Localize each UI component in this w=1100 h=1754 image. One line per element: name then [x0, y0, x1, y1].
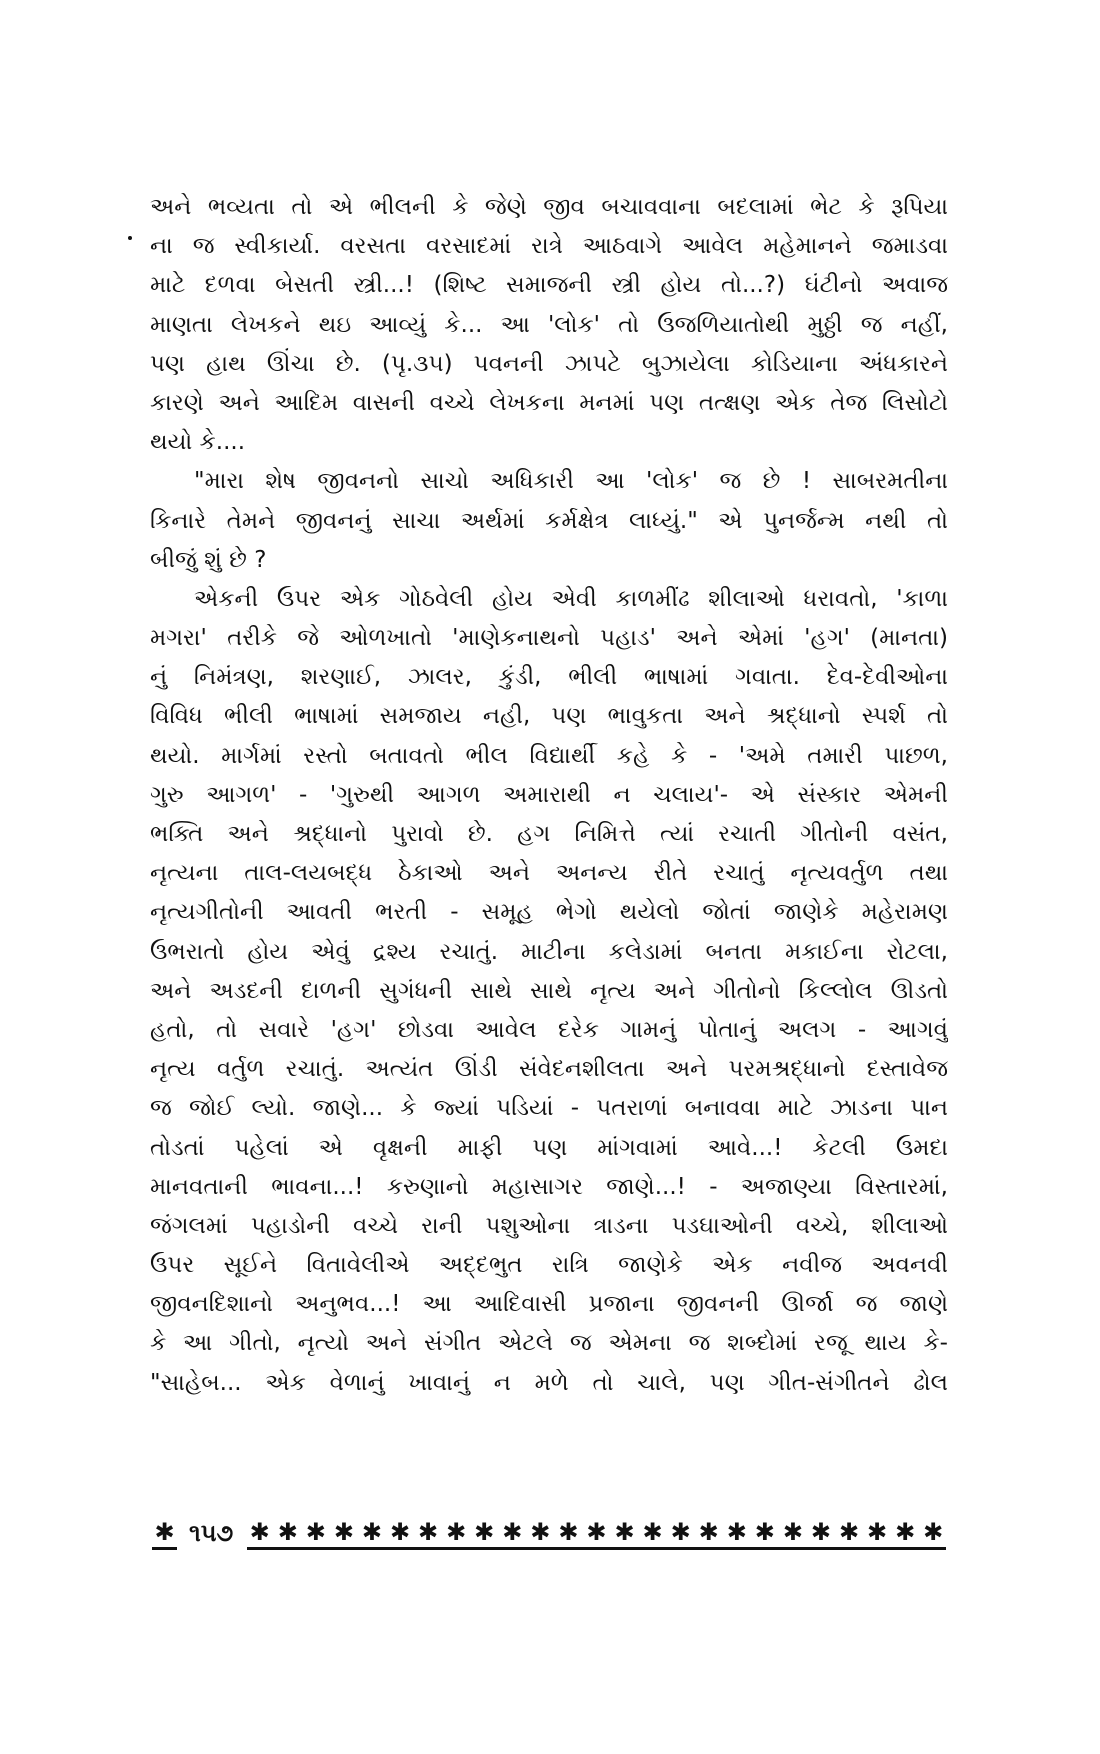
text-line: બીજું શું છે ?	[150, 546, 267, 573]
text-line: પણ હાથ ઊંચા છે. (પૃ.૩૫) પવનની ઝાપટે બુઝાયેલા કોડિયાના અંધકારને	[150, 350, 948, 377]
text-line: ગુરુ આગળ' - 'ગુરુથી આગળ અમારાથી ન ચલાય'- એ સંસ્કાર એમની	[150, 781, 948, 808]
text-line: અને અડદની દાળની સુગંધની સાથે સાથે નૃત્ય અને ગીતોનો કિલ્લોલ ઊડતો	[150, 977, 948, 1004]
asterisk-ornament-icon: ✱	[474, 1517, 495, 1546]
asterisk-ornament-icon: ✱	[923, 1517, 944, 1546]
asterisk-ornament-icon: ✱	[152, 1517, 177, 1550]
text-line: માનવતાની ભાવના...! કરુણાનો મહાસાગર જાણે...! - અજાણ્યા વિસ્તારમાં,	[150, 1173, 948, 1200]
text-line: કારણે અને આદિમ વાસની વચ્ચે લેખકના મનમાં પણ તત્ક્ષણ એક તેજ લિસોટો	[150, 389, 948, 416]
asterisk-ornament-icon: ✱	[586, 1517, 607, 1546]
asterisk-ornament-icon: ✱	[558, 1517, 579, 1546]
asterisk-ornament-icon: ✱	[726, 1517, 747, 1546]
text-line: જ જોઈ લ્યો. જાણે... કે જ્યાં પડિયાં - પતરાળાં બનાવવા માટે ઝાડના પાન	[150, 1095, 948, 1122]
text-line: નૃત્યગીતોની આવતી ભરતી - સમૂહ ભેગો થયેલો જોતાં જાણેકે મહેરામણ	[150, 899, 948, 926]
asterisk-ornament-icon: ✱	[867, 1517, 888, 1546]
asterisk-ornament-icon: ✱	[361, 1517, 383, 1546]
text-line: ના જ સ્વીકાર્યા. વરસતા વરસાદમાં રાત્રે આઠવાગે આવેલ મહેમાનને જમાડવા	[150, 233, 948, 260]
asterisk-ornament-icon: ✱	[305, 1517, 326, 1546]
text-line: તોડતાં પહેલાં એ વૃક્ષની માફી પણ માંગવામાં આવે...! કેટલી ઉમદા	[150, 1134, 948, 1161]
text-line: વિવિધ ભીલી ભાષામાં સમજાય નહી, પણ ભાવુકતા અને શ્રદ્ધાનો સ્પર્શ તો	[150, 703, 948, 730]
text-line: ઉભરાતો હોય એવું દ્રશ્ય રચાતું. માટીના કલેડામાં બનતા મકાઈના રોટલા,	[150, 938, 948, 965]
text-line: કે આ ગીતો, નૃત્યો અને સંગીત એટલે જ એમના જ શબ્દોમાં રજૂ થાય કે-	[150, 1330, 948, 1357]
asterisk-ornament-icon: ✱	[838, 1517, 860, 1546]
text-line: હતો, તો સવારે 'હગ' છોડવા આવેલ દરેક ગામનું પોતાનું અલગ - આગવું	[150, 1016, 948, 1043]
asterisk-ornament-icon: ✱	[895, 1517, 916, 1546]
text-line: ભક્તિ અને શ્રદ્ધાનો પુરાવો છે. હગ નિમિત્તે ત્યાં રચાતી ગીતોની વસંત,	[150, 821, 948, 847]
text-line: નું નિમંત્રણ, શરણાઈ, ઝાલર, કુંડી, ભીલી ભાષામાં ગવાતા. દેવ-દેવીઓના	[150, 664, 948, 691]
asterisk-ornament-icon: ✱	[418, 1517, 439, 1546]
asterisk-ornament-icon: ✱	[333, 1517, 354, 1546]
page-footer	[152, 1515, 946, 1551]
page-number: ૧૫૭	[189, 1519, 234, 1547]
asterisk-rule	[247, 1517, 946, 1550]
text-line: ઉપર સૂઈને વિતાવેલીએ અદ્દભુત રાત્રિ જાણેકે એક નવીજ અવનવી	[150, 1252, 948, 1279]
text-line: કિનારે તેમને જીવનનું સાચા અર્થમાં કર્મક્ષેત્ર લાધ્યું." એ પુનર્જન્મ નથી તો	[150, 507, 948, 534]
asterisk-ornament-icon: ✱	[502, 1517, 523, 1546]
text-line: અને ભવ્યતા તો એ ભીલની કે જેણે જીવ બચાવવાના બદલામાં ભેટ કે રૂપિયા	[150, 194, 948, 220]
asterisk-ornament-icon: ✱	[530, 1517, 551, 1546]
asterisk-ornament-icon: ✱	[698, 1517, 719, 1546]
asterisk-ornament-icon: ✱	[642, 1517, 663, 1546]
asterisk-ornament-icon: ✱	[614, 1517, 635, 1546]
text-line: નૃત્ય વર્તુળ રચાતું. અત્યંત ઊંડી સંવેદનશીલતા અને પરમશ્રદ્ધાનો દસ્તાવેજ	[150, 1056, 948, 1083]
paragraph-start-line: "મારા શેષ જીવનનો સાચો અધિકારી આ 'લોક' જ છે ! સાબરમતીના	[194, 468, 948, 495]
asterisk-ornament-icon: ✱	[754, 1517, 775, 1546]
asterisk-ornament-icon: ✱	[249, 1517, 270, 1546]
text-line: માણતા લેખકને થઇ આવ્યું કે... આ 'લોક' તો ઉજળિયાતોથી મુઠ્ઠી જ નહીં,	[150, 311, 948, 338]
asterisk-ornament-icon: ✱	[389, 1517, 411, 1546]
text-line: થયો. માર્ગમાં રસ્તો બતાવતો ભીલ વિદ્યાર્થી કહે કે - 'અમે તમારી પાછળ,	[150, 742, 948, 769]
text-line: જંગલમાં પહાડોની વચ્ચે રાની પશુઓના ત્રાડના પડઘાઓની વચ્ચે, શીલાઓ	[150, 1212, 948, 1239]
text-line: જીવનદિશાનો અનુભવ...! આ આદિવાસી પ્રજાના જીવનની ઊર્જા જ જાણે	[150, 1291, 948, 1318]
text-line: થયો કે....	[150, 429, 246, 456]
margin-dot	[128, 236, 132, 240]
text-line: "સાહેબ... એક વેળાનું ખાવાનું ન મળે તો ચાલે, પણ ગીત-સંગીતને ઢોલ	[150, 1369, 948, 1396]
body-text	[150, 188, 948, 1403]
text-line: નૃત્યના તાલ-લયબદ્ધ ઠેકાઓ અને અનન્ય રીતે રચાતું નૃત્યવર્તુળ તથા	[150, 860, 948, 887]
asterisk-ornament-icon: ✱	[670, 1517, 691, 1546]
paragraph-start-line: એકની ઉપર એક ગોઠવેલી હોય એવી કાળમીંઢ શીલાઓ ધરાવતો, 'કાળા	[194, 585, 948, 612]
asterisk-ornament-icon: ✱	[782, 1517, 803, 1546]
text-line: માટે દળવા બેસતી સ્ત્રી...! (શિષ્ટ સમાજની સ્ત્રી હોય તો...?) ઘંટીનો અવાજ	[150, 272, 948, 299]
asterisk-ornament-icon: ✱	[446, 1517, 467, 1546]
asterisk-ornament-icon: ✱	[810, 1517, 832, 1546]
asterisk-ornament-icon: ✱	[277, 1517, 298, 1546]
text-line: મગરા' તરીકે જે ઓળખાતો 'માણેકનાથનો પહાડ' અને એમાં 'હગ' (માનતા)	[150, 625, 948, 652]
